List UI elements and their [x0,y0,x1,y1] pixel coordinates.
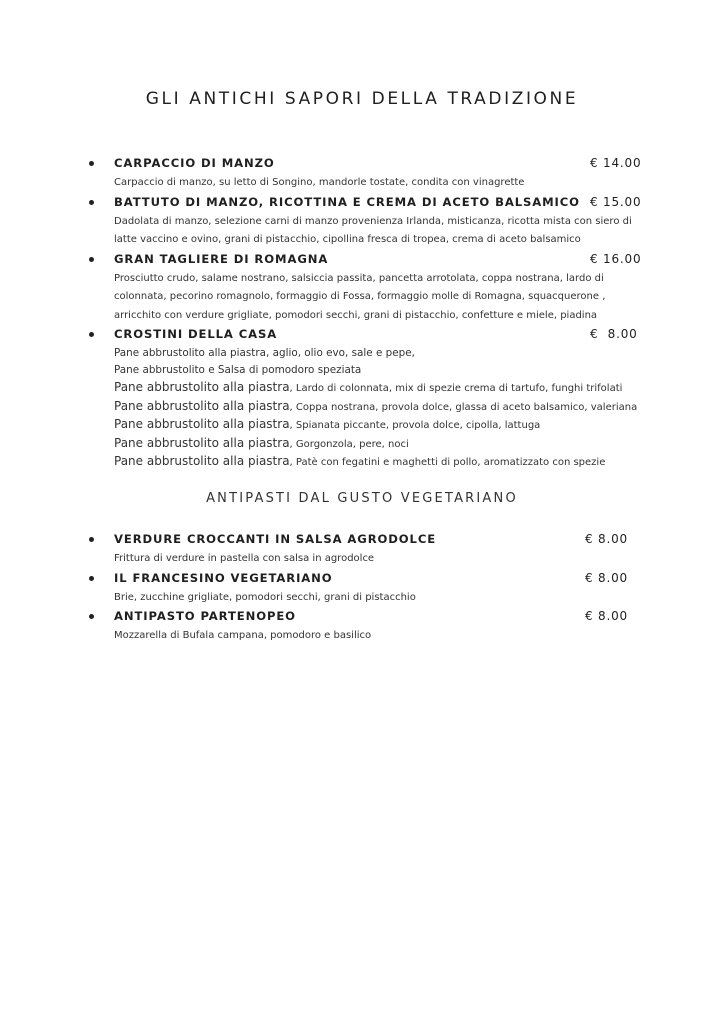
line-lead: Pane abbrustolito alla piastra [114,417,290,432]
item-description [114,589,654,608]
item-price: € 8.00 [585,532,628,546]
vegetarian-section [0,530,724,646]
description-line: Mozzarella di Bufala campana, pomodoro e basilico [114,630,372,641]
description-line [114,416,654,435]
item-name: IL FRANCESINO VEGETARIANO [114,570,333,585]
line-rest: , Patè con fegatini e maghetti di pollo, aromatizzato con spezie [289,457,606,469]
description-line: Brie, zucchine grigliate, pomodori secchi, grani di pistacchio [114,591,416,603]
traditional-section [0,154,724,472]
item-price: € 16.00 [590,251,642,266]
menu-title: GLI ANTICHI SAPORI DELLA TRADIZIONE [145,89,579,109]
item-description [114,345,654,472]
item-description [114,550,654,569]
description-line [114,398,654,417]
line-lead: Pane abbrustolito alla piastra [114,435,290,450]
item-price: € 14.00 [590,156,642,170]
description-line: colonnata, pecorino romagnolo, formaggio di Fossa, formaggio molle di Romagna, squacquerone , [114,291,606,302]
bullet-icon [89,332,94,337]
description-line: latte vaccino e ovino, grani di pistacchio, cipollina fresca di tropea, crema di aceto balsamico [114,234,581,245]
bullet-icon [89,257,94,262]
description-line: Pane abbrustolito alla piastra, aglio, olio evo, sale e pepe, [114,347,415,359]
section-subtitle: ANTIPASTI DAL GUSTO VEGETARIANO [206,491,518,506]
item-name: BATTUTO DI MANZO, RICOTTINA E CREMA DI ACETO BALSAMICO [114,194,580,209]
bullet-icon [89,614,94,619]
item-description [114,627,654,646]
item-price: € 8.00 [585,609,628,623]
item-description [114,174,654,193]
description-line [114,435,654,454]
item-name: ANTIPASTO PARTENOPEO [114,609,296,623]
item-price: € 8.00 [585,570,628,585]
line-rest: , Spianata piccante, provola dolce, cipolla, lattuga [289,420,541,432]
bullet-icon [89,576,94,581]
item-name: GRAN TAGLIERE DI ROMAGNA [114,251,329,266]
item-description [114,270,654,326]
item-price: € 15.00 [590,194,642,209]
item-name: VERDURE CROCCANTI IN SALSA AGRODOLCE [114,532,437,546]
description-line: Frittura di verdure in pastella con salsa in agrodolce [114,553,375,564]
description-line: arricchito con verdure grigliate, pomodori secchi, grani di pistacchio, confetture e miele, piadina [114,309,598,321]
menu-item-francesino [0,569,724,608]
bullet-icon [89,200,94,205]
bullet-icon [89,161,94,166]
line-lead: Pane abbrustolito alla piastra [114,398,290,413]
item-name: CARPACCIO DI MANZO [114,156,275,170]
line-lead: Pane abbrustolito alla piastra [114,454,290,469]
description-line [114,379,654,398]
menu-item-verdure [0,530,724,569]
menu-item-partenopeo [0,607,724,646]
description-line [114,453,654,472]
menu-item-battuto [0,193,724,250]
menu-item-tagliere [0,250,724,326]
line-rest: , Gorgonzola, pere, noci [289,438,409,450]
line-rest: , Lardo di colonnata, mix di spezie crema di tartufo, funghi trifolati [289,383,623,394]
menu-item-crostini [0,325,724,472]
line-rest: , Coppa nostrana, provola dolce, glassa di aceto balsamico, valeriana [289,401,638,413]
item-price: € 8.00 [590,327,638,341]
description-line: Carpaccio di manzo, su letto di Songino, mandorle tostate, condita con vinagrette [114,177,525,188]
description-line: Dadolata di manzo, selezione carni di manzo provenienza Irlanda, misticanza, ricotta mista con siero di [114,215,632,227]
bullet-icon [89,537,94,542]
description-line: Pane abbrustolito e Salsa di pomodoro speziata [114,364,362,376]
menu-item-carpaccio [0,154,724,193]
description-line: Prosciutto crudo, salame nostrano, salsiccia passita, pancetta arrotolata, coppa nostrana, lardo di [114,272,604,284]
item-description [114,213,654,250]
item-name: CROSTINI DELLA CASA [114,327,278,341]
line-lead: Pane abbrustolito alla piastra [114,380,290,394]
